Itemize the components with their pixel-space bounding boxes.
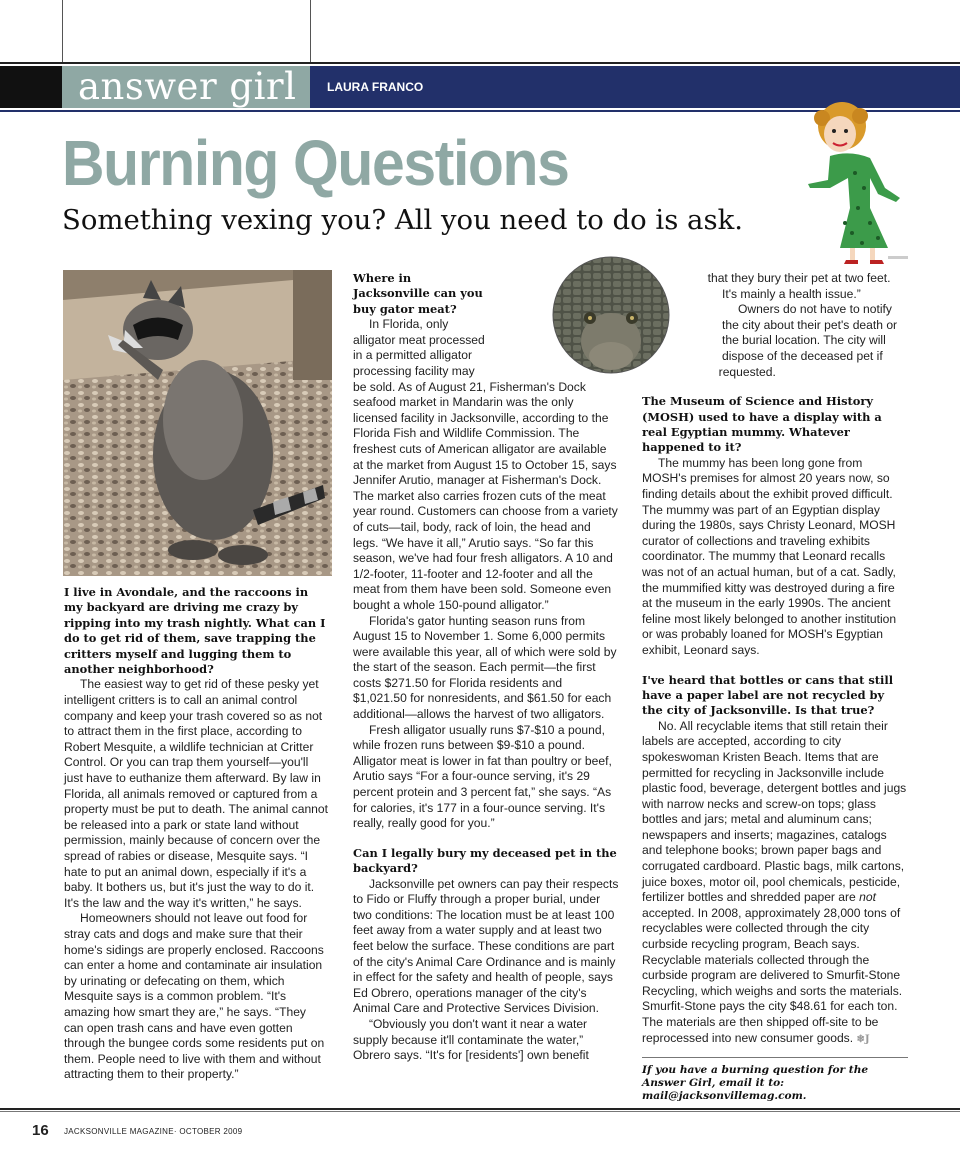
question-mosh-mummy: The Museum of Science and History (MOSH) used to have a display with a real Egyptian mummy. Whatever happened to it? — [642, 394, 882, 455]
answer-paragraph: In Florida, only alligator meat processed in a permitted alligator processing facility may be sold. As of August 21, Fisherman's Dock seafood market in Mandarin was the only licensed facility in Jacksonville, according to the Florida Fish and Wildlife Commission. The freshest cuts of American alligator are available at the market from August 15 to October 15, says Jennifer Arutio, manager at Fisherman's Dock. The market also carries frozen cuts of the meat year round. Customers can choose from a variety of cuts—tail, body, rack of loin, the head and legs. “We have it all,” Arutio says. “So far this season, we've had four fresh alligators. A 10 and 1/2-footer, 11-footer and 12-footer and all the meat from them have been sold. Someone even bought a whole 150-pound alligator.” — [353, 317, 618, 612]
answer-paragraph: Owners do not have to notify the city about their pet's death or the burial location. The city will dispose of the deceased pet if requested. — [718, 302, 898, 379]
column-1 — [64, 585, 328, 1083]
column-3 — [642, 271, 908, 1103]
answer-paragraph: Fresh alligator usually runs $7-$10 a pound, while frozen runs between $9-$10 a pound. Alligator meat is lower in fat than poultry or beef, Arutio says “For a four-ounce serving, it's 29 percent protein and 3 percent fat,” she says. “As for calories, it's 177 in a four-ounce serving. It's really, really good for you.” — [353, 722, 612, 831]
column-2 — [353, 271, 619, 1064]
magazine-issue: JACKSONVILLE MAGAZINE· OCTOBER 2009 — [64, 1127, 243, 1136]
section-name: answer girl — [78, 65, 297, 108]
answer-paragraph — [642, 719, 908, 1047]
image-wrap-space — [642, 271, 722, 389]
image-wrap-space — [487, 271, 619, 367]
answer-emphasis: not — [859, 890, 876, 905]
footer-rule — [0, 1111, 960, 1112]
raccoon-photo — [63, 270, 332, 576]
answer-paragraph: Homeowners should not leave out food for stray cats and dogs and make sure that their home's sidings are properly enclosed. Raccoons can enter a home and contaminate air insulation by urinating or defecating on them, which Mesquite says is a common problem. “It's amazing how smart they are,” he says. “They can open trash cans and have even gotten through the bungee cords some residents put on them. People need to live with them and without attracting them to their property.” — [64, 911, 325, 1082]
top-rule — [310, 0, 311, 64]
page-title: Burning Questions — [62, 127, 569, 199]
page-subtitle: Something vexing you? All you need to do is ask. — [62, 204, 743, 236]
author-name: LAURA FRANCO — [327, 80, 424, 94]
answer-girl-illustration — [800, 98, 915, 264]
header-block — [0, 66, 62, 108]
question-pet-burial: Can I legally bury my deceased pet in the backyard? — [353, 845, 617, 876]
footnote: If you have a burning question for the Answer Girl, email it to: mail@jacksonvillemag.com. — [642, 1057, 908, 1103]
answer-text: accepted. In 2008, approximately 28,000 tons of recyclables were collected through the city curbside recycling program, Beach says. Recyclable materials collected through the curbside program are delivered to Smurfit-Stone Recycling, which weighs and sorts the materials. Smurfit-Stone pays the city $48.61 for each ton. The materials are then shipped off-site to be reprocessed into new consumer goods. — [642, 905, 903, 1045]
top-rule — [0, 62, 960, 64]
answer-paragraph: The easiest way to get rid of these pesky yet intelligent critters is to call an animal control company and keep your trash covered so as not to attract them in the first place, according to Robert Mesquite, a wildlife technician at Critter Control. Or you can trap them yourself—you'll just have to euthanize them afterward. By law in Florida, all animals removed or captured from a property must be put to death. The animal cannot be released into a park or state land without permission, mainly because of concern over the spread of rabies or disease, Mesquite says. “I hate to put an animal down, especially if it's a baby. It bothers us, but it's just the way to do it. It's the law and the way it's written,” he says. — [64, 677, 328, 910]
answer-paragraph: Florida's gator hunting season runs from August 15 to November 1. Some 6,000 permits were available this year, all of which were sold by the start of the season. Each permit—the first costs $271.50 for Florida residents and $1,021.50 for nonresidents, and $61.50 for each additional—allows the harvest of two alligators. — [353, 613, 617, 722]
question-gator-meat: Where in Jacksonville can you buy gator meat? — [353, 271, 483, 316]
answer-paragraph: that they bury their pet at two feet. It's mainly a health issue.” — [707, 271, 891, 301]
end-sign: ❄J — [856, 1033, 870, 1045]
answer-paragraph: The mummy has been long gone from MOSH's premises for almost 20 years now, so finding details about the exhibit proved difficult. The mummy was part of an Egyptian display during the 1980s, says Christy Leonard, MOSH curator of collections and traveling exhibits coordinator. The mummy that Leonard recalls was not of an actual human, but of a cat. Sadly, the mummified kitty was destroyed during a fire at the museum in the early 1990s. The ancient feline most likely belonged to another institution or was probably loaned for MOSH's Egyptian exhibit, Leonard says. — [642, 455, 897, 657]
page-number: 16 — [32, 1122, 49, 1139]
top-rule — [62, 0, 63, 64]
answer-text: No. All recyclable items that still retain their labels are accepted, according to city spokeswoman Kristen Beach. Items that are permitted for recycling in Jacksonville include plastic food, beverage, detergent bottles and jugs with narrow necks and screw-on tops; glass bottles and jars; metal and aluminum cans; newspapers and inserts; magazines, catalogs and telephone books; brown paper bags and corrugated cardboard. Plastic bags, milk cartons, juice boxes, motor oil, pool chemicals, pesticide, fertilizer bottles and shredded paper are — [642, 718, 907, 905]
answer-paragraph: Jacksonville pet owners can pay their respects to Fido or Fluffy through a proper burial, under two conditions: The location must be at least 100 feet away from a water supply and at least two feet below the surface. These conditions are part of the city's Animal Care Ordinance and is mainly in effect for the safety and health of people, says Ed Obrero, operations manager of the city's Animal Care and Protective Services Division. — [353, 876, 619, 1016]
question-recycling: I've heard that bottles or cans that still have a paper label are not recycled by the city of Jacksonville. Is that true? — [642, 672, 894, 718]
question-raccoons: I live in Avondale, and the raccoons in my backyard are driving me crazy by ripping into my trash nightly. What can I do to get rid of them, save trapping the critters myself and lugging them to another neighborhood? — [64, 585, 326, 677]
answer-paragraph: “Obviously you don't want it near a water supply because it'll contaminate the water,” Obrero says. “It's for [residents'] own benefit — [353, 1016, 589, 1063]
footer-rule — [0, 1108, 960, 1110]
